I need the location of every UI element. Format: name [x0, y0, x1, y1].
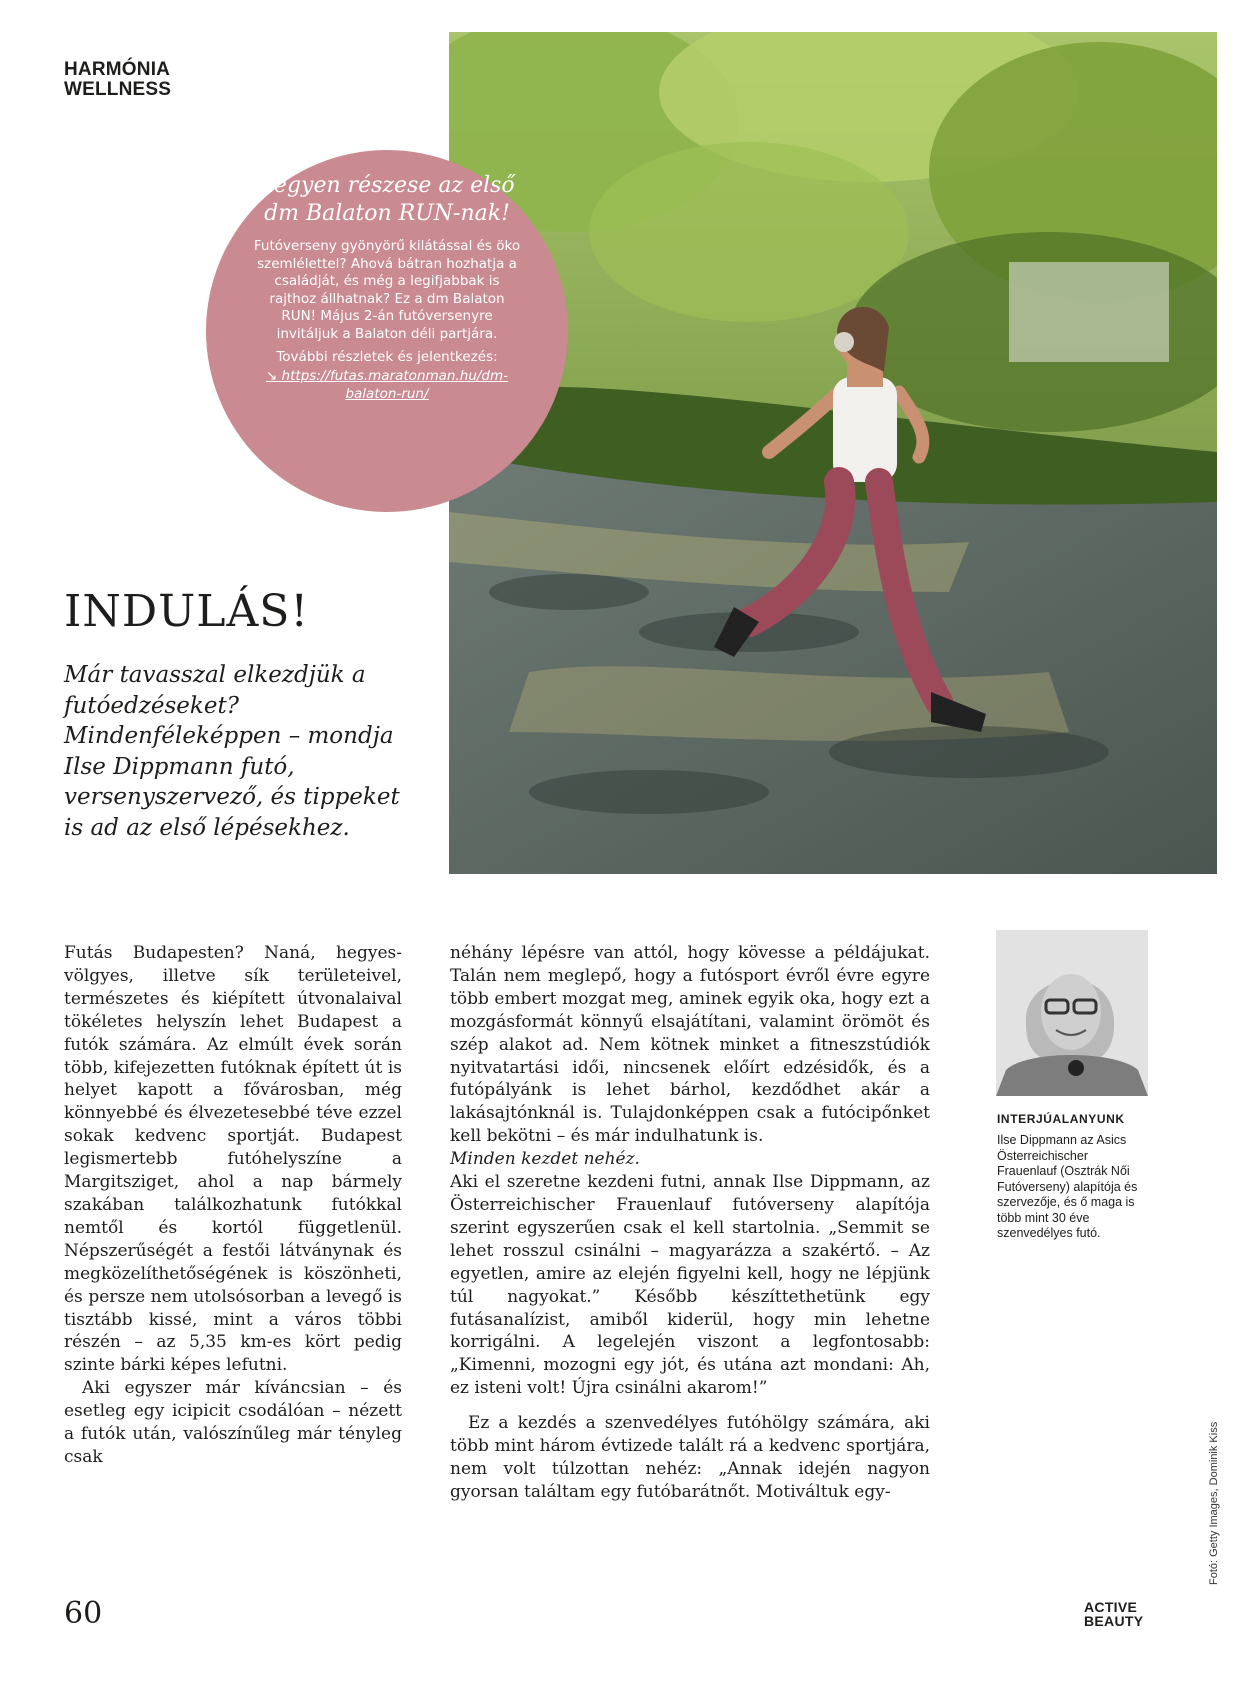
section-label	[64, 60, 171, 100]
body-paragraph: Aki el szeretne kezdeni futni, annak Ilse Dippmann, az Österreichischer Frauenlauf futóverseny alapítója szerint egyszerűen csak el kell startolnia. „Semmit se lehet rosszul csinálni – magyarázza a szakértő. – Az egyetlen, amire az elején figyelni kell, hogy ne lépjünk túl nagyokat.” Később készíttethetünk egy futásanalízist, amiből kiderül, hogy min lehetne korrigálni. A legelején viszont a legfontosabb: „Kimenni, mozogni egy jót, és utána azt mondani: Ah, ez isteni volt! Újra csinálni akarom!”	[450, 1172, 930, 1399]
interviewee-portrait	[996, 930, 1148, 1096]
section-label-line1: HARMÓNIA	[64, 59, 171, 80]
subheading: Minden kezdet nehéz.	[450, 1149, 640, 1170]
interview-caption-title: INTERJÚALANYUNK	[997, 1112, 1125, 1126]
body-paragraph: Ez a kezdés a szenvedélyes futóhölgy számára, aki több mint három évtizede talált rá a kedvenc sportjára, nem volt túlzottan nehéz: „Annak idején nagyon gyorsan találtam egy futóbarátnőt. Motiváltuk egy-	[450, 1413, 930, 1502]
body-paragraph: Futás Budapesten? Naná, hegyes-völgyes, illetve sík területeivel, természetes és kiépített útvonalaival tökéletes helyszín lehet Budapest a futók számára. Az elmúlt évek során több, kifejezetten futóknak épített út is helyet kapott a fővárosban, még könnyebbé és élvezetesebbé téve ezzel sokak kedvenc sportját. Budapest legismertebb futóhelyszíne a Margitsziget, ahol a nap bármely szakában találkozhatunk futókkal nemtől és kortól függetlenül. Népszerűségét a festői látványnak és megközelíthetőségének is köszönheti, és persze nem utolsósorban a levegő is tisztább kissé, mint a város többi részén – az 5,35 km-es kört pedig szinte bárki képes lefutni.	[64, 943, 402, 1376]
promo-link[interactable]: ↘ https://futas.maratonman.hu/dm-balaton-run/	[265, 367, 509, 402]
body-paragraph: Aki egyszer már kíváncsian – és esetleg egy icipicit csodálóan – nézett a futók után, valószínűleg már tényleg csak	[64, 1378, 402, 1467]
magazine-logo-line1: ACTIVE	[1084, 1599, 1138, 1615]
page-number: 60	[64, 1596, 103, 1631]
promo-more: További részletek és jelentkezés:	[276, 349, 498, 365]
magazine-logo-line2: BEAUTY	[1084, 1613, 1144, 1629]
promo-body: Futóverseny gyönyörű kilátással és öko szemlélettel? Ahová bátran hozhatja a családját, és még a legifjabbak is rajthoz állhatnak? Ez a dm Balaton RUN! Május 2-án futóversenyre invitáljuk a Balaton déli partjára.	[253, 238, 521, 342]
body-column-1	[64, 942, 402, 1469]
body-column-2	[450, 942, 930, 1504]
promo-title: Legyen részese az első dm Balaton RUN-nak!	[259, 173, 515, 226]
headline: INDULÁS!	[64, 586, 310, 637]
magazine-logo	[1084, 1600, 1143, 1628]
body-paragraph: néhány lépésre van attól, hogy kövesse a példájukat. Talán nem meglepő, hogy a futósport évről évre egyre több embert mozgat meg, aminek egyik oka, hogy ezt a mozgásformát könnyű elsajátítani, valamint örömöt és szép alakot ad. Nem kötnek minket a fitneszstúdiók nyitvatartási idői, nincsenek előírt edzésidők, és a futópályánk is lehet bárhol, kezdődhet akár a lakásajtónknál is. Tulajdonképpen csak a futócipőnket kell bekötni – és már indulhatunk is.	[450, 943, 930, 1147]
photo-credit: Fotó: Getty Images, Dominik Kiss	[1208, 1421, 1220, 1585]
section-label-line2: WELLNESS	[64, 79, 172, 100]
promo-circle	[206, 150, 568, 512]
lead-text: Már tavasszal elkezdjük a futóedzéseket? Mindenféleképpen – mondja Ilse Dippmann futó, versenyszervező, és tippeket is ad az első lépésekhez.	[64, 662, 400, 841]
runner-photo	[449, 32, 1217, 874]
interview-caption: Ilse Dippmann az Asics Österreichischer Frauenlauf (Osztrák Női Futóverseny) alapítója és szervezője, és ő maga is több mint 30 éve szenvedélyes futó.	[997, 1133, 1138, 1240]
